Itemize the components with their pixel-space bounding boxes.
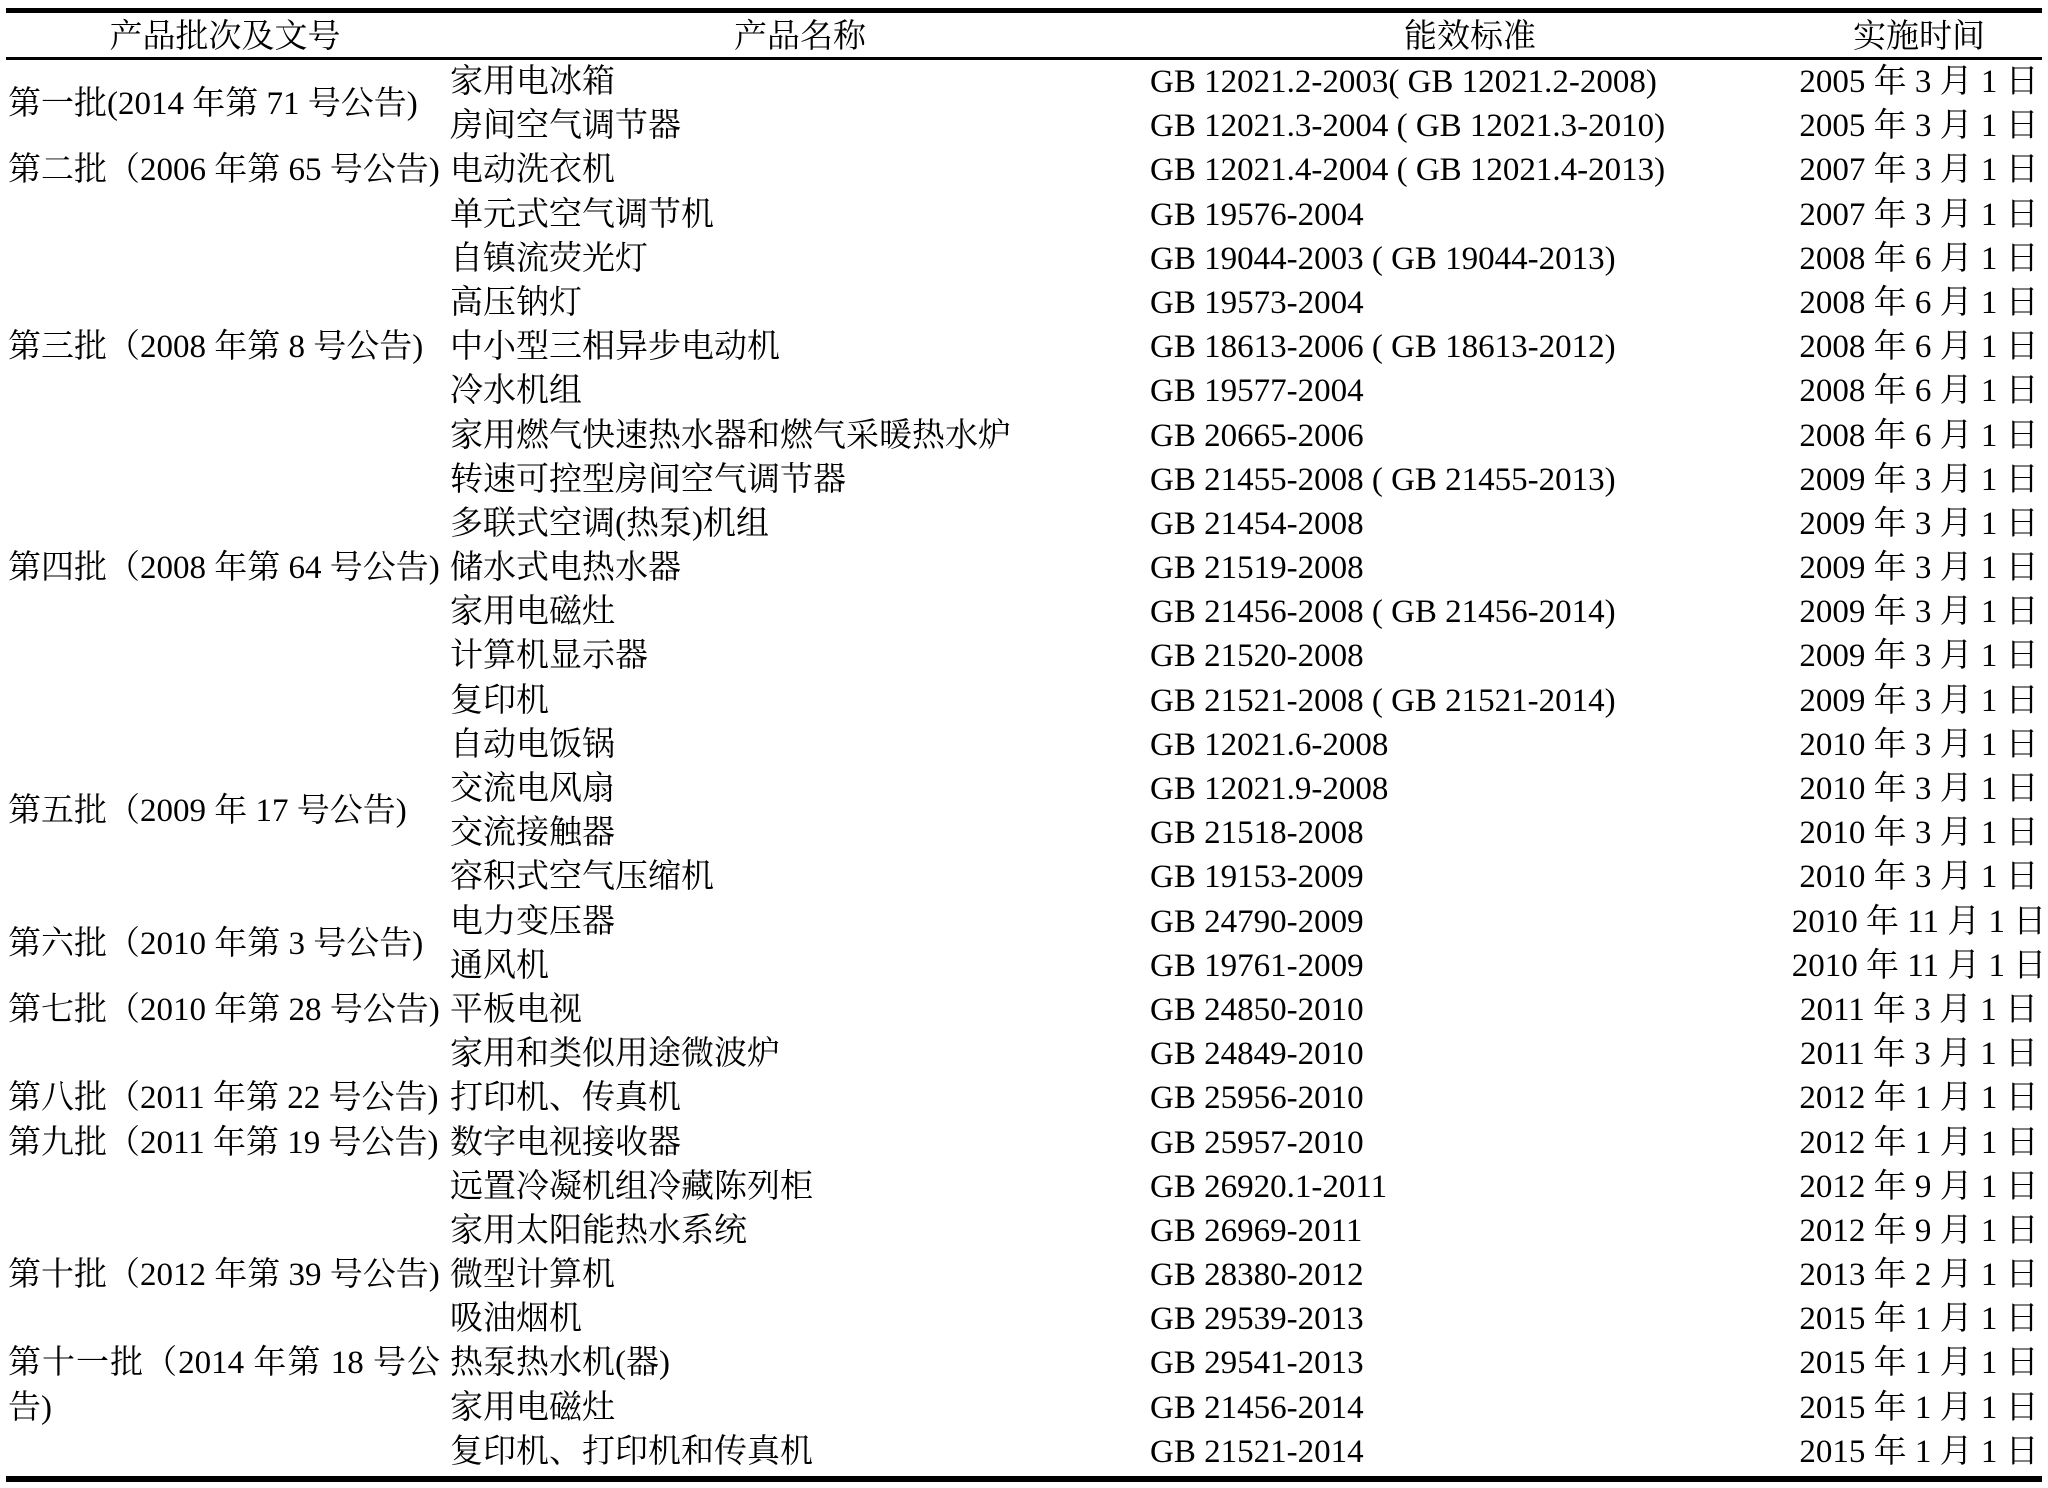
product-name-cell: 微型计算机: [450, 1257, 615, 1294]
product-name-cell: 容积式空气压缩机: [450, 859, 714, 896]
product-name-cell: 复印机、打印机和传真机: [450, 1433, 813, 1470]
implementation-date-cell: 2005 年 3 月 1 日: [1799, 64, 2039, 100]
standard-code-cell: GB 21455-2008 ( GB 21455-2013): [1150, 461, 1616, 498]
implementation-date-cell: 2010 年 3 月 1 日: [1799, 771, 2039, 807]
implementation-date-cell: 2009 年 3 月 1 日: [1799, 550, 2039, 587]
standard-code-cell: GB 20665-2006: [1150, 417, 1364, 454]
product-name-cell: 远置冷凝机组冷藏陈列柜: [450, 1168, 813, 1205]
batch-cell: [0, 325, 450, 546]
product-name-cell: 家用燃气快速热水器和燃气采暖热水炉: [450, 417, 1011, 454]
batch-cell: [0, 723, 450, 900]
product-name-cell: 家用和类似用途微波炉: [450, 1036, 780, 1073]
product-name-cell: 复印机: [450, 682, 549, 719]
implementation-date-cell: 2012 年 1 月 1 日: [1799, 1080, 2039, 1117]
batch-cell: [0, 1121, 450, 1254]
product-name-cell: 家用太阳能热水系统: [450, 1212, 747, 1249]
product-name-cell: 储水式电热水器: [450, 550, 681, 587]
implementation-date-cell: 2015 年 1 月 1 日: [1799, 1433, 2039, 1470]
implementation-date-cell: 2007 年 3 月 1 日: [1799, 152, 2039, 189]
batch-cell: [0, 988, 450, 1076]
product-name-cell: 冷水机组: [450, 373, 582, 410]
batch-cell: [0, 900, 450, 988]
standard-code-cell: GB 25956-2010: [1150, 1080, 1364, 1117]
standard-code-cell: GB 19153-2009: [1150, 859, 1364, 896]
header-standard-column: 能效标准: [1404, 19, 1536, 55]
product-name-cell: 多联式空调(热泵)机组: [450, 505, 769, 542]
standard-code-cell: GB 19761-2009: [1150, 947, 1364, 984]
standard-code-cell: GB 19577-2004: [1150, 373, 1364, 410]
implementation-date-cell: 2015 年 1 月 1 日: [1799, 1389, 2039, 1426]
batch-label: 第六批（2010 年第 3 号公告): [8, 925, 424, 962]
batch-label: 第八批（2011 年第 22 号公告): [8, 1080, 439, 1117]
standard-code-cell: GB 21520-2008: [1150, 638, 1364, 675]
implementation-date-cell: 2010 年 3 月 1 日: [1799, 726, 2039, 763]
standard-code-cell: GB 21456-2008 ( GB 21456-2014): [1150, 594, 1616, 631]
implementation-date-cell: 2013 年 2 月 1 日: [1799, 1257, 2039, 1294]
product-name-cell: 高压钠灯: [450, 284, 582, 321]
product-name-cell: 家用电磁灶: [450, 1389, 615, 1426]
product-name-cell: 房间空气调节器: [450, 108, 681, 145]
standard-code-cell: GB 12021.3-2004 ( GB 12021.3-2010): [1150, 108, 1666, 145]
standard-code-cell: GB 24790-2009: [1150, 903, 1364, 940]
product-name-cell: 家用电磁灶: [450, 594, 615, 631]
batch-cell: [0, 1341, 450, 1474]
batch-label: 第十一批（2014 年第 18 号公告): [8, 1345, 440, 1426]
implementation-date-cell: 2005 年 3 月 1 日: [1799, 108, 2039, 145]
header-batch-column: 产品批次及文号: [109, 19, 341, 55]
product-name-cell: 平板电视: [450, 991, 582, 1028]
implementation-date-cell: 2012 年 1 月 1 日: [1799, 1124, 2039, 1161]
implementation-date-cell: 2012 年 9 月 1 日: [1799, 1168, 2039, 1205]
product-name-cell: 转速可控型房间空气调节器: [450, 461, 846, 498]
standard-code-cell: GB 21454-2008: [1150, 505, 1364, 542]
table-bottom-rule: [6, 1476, 2042, 1482]
standard-code-cell: GB 21521-2008 ( GB 21521-2014): [1150, 682, 1616, 719]
standard-code-cell: GB 24850-2010: [1150, 991, 1364, 1028]
standard-code-cell: GB 21456-2014: [1150, 1389, 1364, 1426]
standard-code-cell: GB 12021.9-2008: [1150, 771, 1389, 807]
standard-code-cell: GB 12021.2-2003( GB 12021.2-2008): [1150, 64, 1657, 100]
header-date-column: 实施时间: [1853, 19, 1985, 55]
table-header-row: [0, 10, 2048, 56]
product-name-cell: 自镇流荧光灯: [450, 240, 648, 277]
batch-label: 第十批（2012 年第 39 号公告): [8, 1257, 440, 1294]
product-name-cell: 交流接触器: [450, 815, 615, 852]
standard-code-cell: GB 26920.1-2011: [1150, 1168, 1388, 1205]
product-name-cell: 通风机: [450, 947, 549, 984]
implementation-date-cell: 2008 年 6 月 1 日: [1799, 417, 2039, 454]
standards-table-body: [0, 60, 2048, 1474]
implementation-date-cell: 2010 年 11 月 1 日: [1791, 947, 2047, 984]
implementation-date-cell: 2008 年 6 月 1 日: [1799, 373, 2039, 410]
implementation-date-cell: 2009 年 3 月 1 日: [1799, 682, 2039, 719]
product-name-cell: 打印机、传真机: [450, 1080, 681, 1117]
implementation-date-cell: 2009 年 3 月 1 日: [1799, 638, 2039, 675]
implementation-date-cell: 2007 年 3 月 1 日: [1799, 196, 2039, 233]
product-name-cell: 电动洗衣机: [450, 152, 615, 189]
batch-cell: [0, 60, 450, 148]
batch-label: 第二批（2006 年第 65 号公告): [8, 152, 440, 189]
implementation-date-cell: 2011 年 3 月 1 日: [1799, 1036, 2039, 1073]
standard-code-cell: GB 29541-2013: [1150, 1345, 1364, 1382]
implementation-date-cell: 2015 年 1 月 1 日: [1799, 1345, 2039, 1382]
batch-cell: [0, 546, 450, 723]
product-name-cell: 单元式空气调节机: [450, 196, 714, 233]
implementation-date-cell: 2012 年 9 月 1 日: [1799, 1212, 2039, 1249]
batch-label: 第九批（2011 年第 19 号公告): [8, 1124, 439, 1161]
standard-code-cell: GB 25957-2010: [1150, 1124, 1364, 1161]
batch-label: 第三批（2008 年第 8 号公告): [8, 329, 424, 366]
implementation-date-cell: 2009 年 3 月 1 日: [1799, 461, 2039, 498]
batch-cell: [0, 1076, 450, 1120]
standard-code-cell: GB 21518-2008: [1150, 815, 1364, 852]
standard-code-cell: GB 19576-2004: [1150, 196, 1364, 233]
implementation-date-cell: 2015 年 1 月 1 日: [1799, 1301, 2039, 1338]
batch-label: 第一批(2014 年第 71 号公告): [8, 86, 418, 123]
product-name-cell: 吸油烟机: [450, 1301, 582, 1338]
standard-code-cell: GB 21519-2008: [1150, 550, 1364, 587]
standard-code-cell: GB 12021.4-2004 ( GB 12021.4-2013): [1150, 152, 1666, 189]
product-name-cell: 数字电视接收器: [450, 1124, 681, 1161]
implementation-date-cell: 2010 年 11 月 1 日: [1791, 903, 2047, 940]
standard-code-cell: GB 19573-2004: [1150, 284, 1364, 321]
standard-code-cell: GB 21521-2014: [1150, 1433, 1364, 1470]
product-name-cell: 计算机显示器: [450, 638, 648, 675]
product-name-cell: 交流电风扇: [450, 771, 615, 807]
product-name-cell: 热泵热水机(器): [450, 1345, 670, 1382]
standard-code-cell: GB 24849-2010: [1150, 1036, 1364, 1073]
product-name-cell: 自动电饭锅: [450, 726, 615, 763]
implementation-date-cell: 2008 年 6 月 1 日: [1799, 329, 2039, 366]
batch-label: 第七批（2010 年第 28 号公告): [8, 991, 440, 1028]
standard-code-cell: GB 19044-2003 ( GB 19044-2013): [1150, 240, 1616, 277]
implementation-date-cell: 2008 年 6 月 1 日: [1799, 284, 2039, 321]
standard-code-cell: GB 18613-2006 ( GB 18613-2012): [1150, 329, 1616, 366]
standard-code-cell: GB 26969-2011: [1150, 1212, 1363, 1249]
implementation-date-cell: 2009 年 3 月 1 日: [1799, 505, 2039, 542]
implementation-date-cell: 2010 年 3 月 1 日: [1799, 859, 2039, 896]
header-product-column: 产品名称: [734, 19, 866, 55]
product-name-cell: 家用电冰箱: [450, 64, 615, 100]
implementation-date-cell: 2009 年 3 月 1 日: [1799, 594, 2039, 631]
standard-code-cell: GB 28380-2012: [1150, 1257, 1364, 1294]
implementation-date-cell: 2008 年 6 月 1 日: [1799, 240, 2039, 277]
product-name-cell: 电力变压器: [450, 903, 615, 940]
batch-label: 第四批（2008 年第 64 号公告): [8, 550, 440, 587]
product-name-cell: 中小型三相异步电动机: [450, 329, 780, 366]
batch-cell: [0, 1253, 450, 1341]
standard-code-cell: GB 12021.6-2008: [1150, 726, 1389, 763]
batch-cell: [0, 148, 450, 325]
standard-code-cell: GB 29539-2013: [1150, 1301, 1364, 1338]
implementation-date-cell: 2011 年 3 月 1 日: [1799, 991, 2039, 1028]
batch-label: 第五批（2009 年 17 号公告): [8, 793, 407, 830]
implementation-date-cell: 2010 年 3 月 1 日: [1799, 815, 2039, 852]
